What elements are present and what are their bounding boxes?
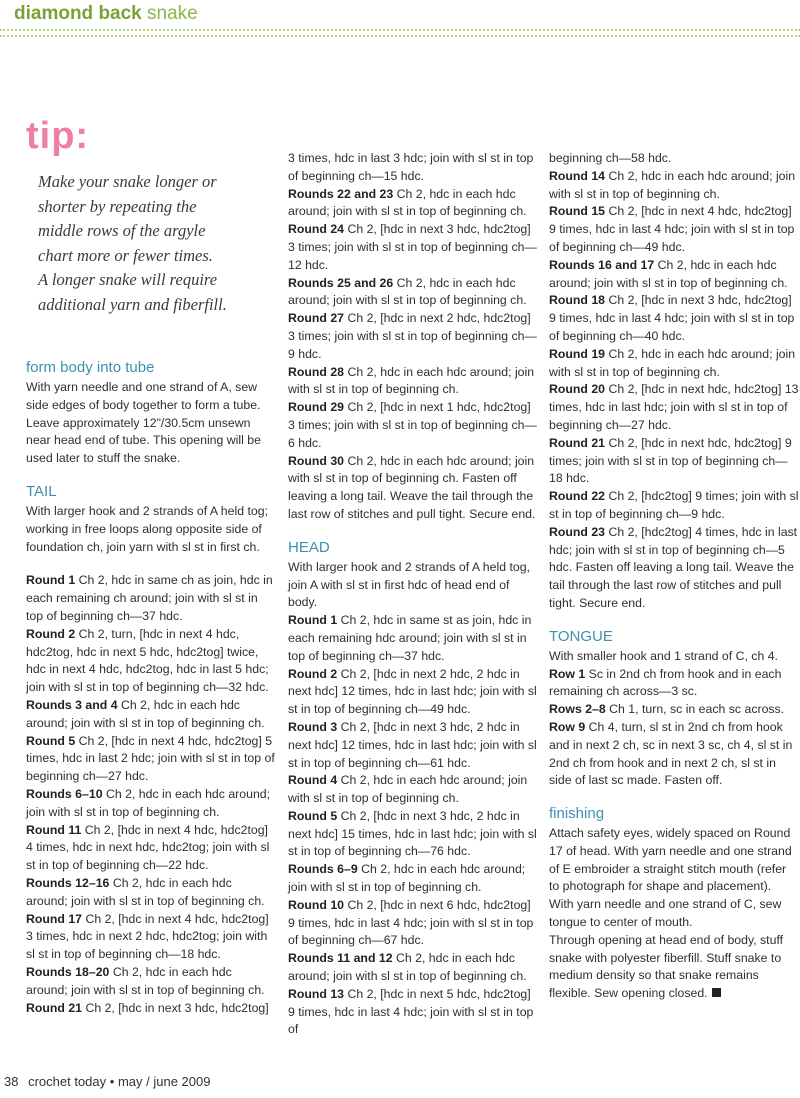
column-2 [288, 150, 538, 1039]
round-label: Round 21 [549, 435, 606, 450]
instruction-text: Ch 2, [hdc in next 3 hdc, hdc2tog] 3 times; join with sl st in top of beginning ch—12 hdc. [288, 222, 537, 272]
round-label: Round 2 [288, 666, 338, 681]
instruction-round [288, 897, 538, 950]
round-label: Row 1 [549, 666, 586, 681]
round-label: Round 28 [288, 364, 345, 379]
instruction-round [26, 964, 276, 1000]
tip-line: middle rows of the argyle [38, 221, 206, 240]
instruction-round [549, 257, 799, 293]
tip-line: shorter by repeating the [38, 196, 197, 216]
instruction-round [549, 435, 799, 488]
instruction-text: Ch 2, [hdc in next 6 hdc, hdc2tog] 9 times, hdc in last 4 hdc; join with sl st in top of beginning ch—67 hdc. [288, 897, 534, 948]
round-label: Round 13 [288, 986, 345, 1001]
instruction-round [549, 666, 799, 702]
instruction-text: Ch 2, hdc in each hdc around; join with sl st in top of beginning ch. [549, 346, 796, 379]
instruction-text: Ch 2, hdc in each hdc around; join with sl st in top of beginning ch. [549, 168, 796, 201]
instruction-round [288, 861, 538, 897]
instruction-round [288, 950, 538, 986]
round-label: Rounds 18–20 [26, 964, 110, 979]
magazine-name: crochet today [28, 1074, 107, 1089]
instruction-text: With larger hook and 2 strands of A held tog, join A with sl st in first hdc of head end of body. [288, 559, 530, 610]
instruction-text: Ch 2, [hdc in next hdc, hdc2tog] 9 times; join with sl st in top of beginning ch—18 hdc. [549, 435, 792, 486]
section-heading: HEAD [288, 538, 330, 556]
section-title-light: snake [147, 3, 198, 24]
instruction-text: With smaller hook and 1 strand of C, ch 4. [549, 648, 778, 663]
instruction-round [288, 719, 538, 772]
header-dotted-rule-secondary [0, 35, 800, 37]
instruction-text: Ch 2, hdc in each hdc around; join with sl st in top of beginning ch. [288, 275, 527, 308]
tip-line: additional yarn and fiberfill. [38, 294, 227, 314]
instruction-round [549, 168, 799, 204]
instruction-round [288, 310, 538, 363]
instruction-text: Ch 2, hdc in each hdc around; join with sl st in top of beginning ch. [288, 862, 526, 895]
instruction-round [549, 719, 799, 790]
instruction-paragraph [549, 825, 799, 932]
round-label: Rows 2–8 [549, 702, 606, 717]
column-3 [549, 150, 799, 1003]
instruction-paragraph [549, 932, 799, 1003]
instruction-round [288, 986, 538, 1039]
round-label: Rounds 16 and 17 [549, 257, 655, 272]
instruction-round [288, 772, 538, 808]
round-label: Round 3 [288, 719, 338, 734]
instruction-round [549, 203, 799, 256]
instruction-text: Ch 2, hdc in same st as join, hdc in each remaining hdc around; join with sl st in top of beginning ch—37 hdc. [288, 613, 532, 663]
section-heading: TAIL [26, 482, 57, 500]
instruction-round [26, 626, 276, 697]
tip-heading: tip: [26, 115, 90, 157]
instruction-text: Ch 2, [hdc in next 3 hdc, 2 hdc in next hdc] 15 times, hdc in last hdc; join with sl st in top of beginning ch—76 hdc. [288, 808, 537, 859]
instruction-round [288, 808, 538, 861]
instruction-round [26, 1000, 276, 1018]
page-footer [4, 1074, 210, 1089]
instruction-text: Ch 2, [hdc in next 4 hdc, hdc2tog] 9 times, hdc in last 4 hdc; join with sl st in top of beginning ch—49 hdc. [549, 204, 795, 254]
instruction-text: Ch 2, [hdc in next 4 hdc, hdc2tog] 3 times, hdc in next 2 hdc, hdc2tog; join with sl st in top of beginning ch—18 hdc. [26, 911, 269, 962]
page-header [0, 0, 800, 40]
instruction-paragraph [26, 379, 276, 468]
instruction-paragraph [549, 150, 799, 168]
instruction-text: Ch 2, [hdc2tog] 4 times, hdc in last hdc; join with sl st in top of beginning ch—5 hdc. Fasten off leaving a long tail. Weave the tail through the last row of stitches and pull tight. Secure end. [549, 524, 798, 610]
round-label: Round 1 [26, 573, 76, 588]
instruction-round [549, 524, 799, 613]
round-label: Round 23 [549, 524, 606, 539]
instruction-round [26, 911, 276, 964]
instruction-text: Through opening at head end of body, stuff snake with polyester fiberfill. Stuff snake to medium density so that snake remains flexible. Sew opening closed. [549, 932, 784, 1001]
instruction-round [549, 381, 799, 434]
instruction-text: Ch 2, [hdc in next 1 hdc, hdc2tog] 3 times; join with sl st in top of beginning ch—6 hdc. [288, 400, 537, 450]
instruction-round [26, 822, 276, 875]
section-heading: form body into tube [26, 359, 155, 376]
issue-date: may / june 2009 [117, 1074, 211, 1089]
instruction-text: Ch 2, [hdc in next 3 hdc, hdc2tog] 9 times, hdc in last 4 hdc; join with sl st in top of beginning ch—40 hdc. [549, 293, 795, 343]
instruction-text: Ch 1, turn, sc in each sc across. [609, 702, 785, 717]
instruction-round [549, 292, 799, 345]
end-square-icon [712, 988, 721, 997]
round-label: Rounds 25 and 26 [288, 275, 394, 290]
instruction-round [288, 275, 538, 311]
instruction-text: Ch 2, hdc in each hdc around; join with sl st in top of beginning ch. [26, 786, 271, 819]
instruction-paragraph [288, 559, 538, 612]
instruction-text: Ch 2, hdc in each hdc around; join with sl st in top of beginning ch. [549, 257, 788, 290]
instruction-round [26, 697, 276, 733]
round-label: Round 5 [26, 733, 76, 748]
instruction-text: Attach safety eyes, widely spaced on Round 17 of head. With yarn needle and one strand of E embroider a straight stitch mouth (refer to photograph for shape and placement). With yarn needle and one strand of C, sew tongue to center of mouth. [549, 826, 792, 930]
instruction-round [26, 875, 276, 911]
instruction-text: Ch 2, hdc in each hdc around; join with sl st in top of beginning ch. [26, 875, 265, 908]
instruction-round [26, 733, 276, 786]
round-label: Round 27 [288, 311, 345, 326]
round-label: Round 18 [549, 293, 606, 308]
instruction-text: Ch 2, hdc in each hdc around; join with sl st in top of beginning ch. [288, 951, 527, 984]
round-label: Round 1 [288, 613, 338, 628]
page-number: 38 [4, 1074, 19, 1089]
round-label: Round 11 [26, 822, 82, 837]
footer-separator: • [109, 1074, 115, 1089]
round-label: Round 15 [549, 204, 606, 219]
instruction-text: Ch 2, [hdc in next 3 hdc, 2 hdc in next hdc] 12 times, hdc in last hdc; join with sl st in top of beginning ch—61 hdc. [288, 719, 537, 770]
instruction-round [288, 612, 538, 665]
round-label: Row 9 [549, 719, 586, 734]
instruction-round [288, 364, 538, 400]
round-label: Round 30 [288, 453, 345, 468]
instruction-text: Ch 2, [hdc in next 4 hdc, hdc2tog] 4 times, hdc in next hdc, hdc2tog; join with sl st in top of beginning ch—22 hdc. [26, 822, 270, 873]
instruction-text: Ch 2, [hdc in next 4 hdc, hdc2tog] 5 times, hdc in last 2 hdc; join with sl st in top of beginning ch—27 hdc. [26, 733, 275, 784]
instruction-round [288, 666, 538, 719]
instruction-text: Ch 2, [hdc in next hdc, hdc2tog] 13 times, hdc in last hdc; join with sl st in top of beginning ch—27 hdc. [549, 382, 799, 432]
instruction-text: With larger hook and 2 strands of A held tog; working in free loops along opposite side of foundation ch, join yarn with sl st in first ch. [26, 503, 268, 554]
instruction-text: Ch 2, [hdc in next 5 hdc, hdc2tog] 9 times, hdc in last 4 hdc; join with sl st in top of [288, 986, 534, 1037]
tip-line: chart more or fewer times. [38, 245, 213, 265]
round-label: Rounds 6–10 [26, 786, 103, 801]
tip-line: A longer snake will require [38, 270, 218, 289]
round-label: Round 4 [288, 773, 338, 788]
instruction-text: beginning ch—58 hdc. [549, 151, 672, 165]
instruction-round [549, 701, 799, 719]
round-label: Round 17 [26, 911, 83, 926]
round-label: Round 21 [26, 1000, 83, 1015]
tip-line: Make your snake longer or [38, 172, 217, 191]
round-label: Rounds 3 and 4 [26, 697, 118, 712]
instruction-round [26, 572, 276, 625]
instruction-round [549, 346, 799, 382]
instruction-round [288, 399, 538, 452]
instruction-text: Ch 2, hdc in same ch as join, hdc in each remaining ch around; join with sl st in top of beginning ch—37 hdc. [26, 573, 273, 623]
round-label: Rounds 6–9 [288, 862, 358, 877]
instruction-text: Ch 2, hdc in each hdc around; join with sl st in top of beginning ch. [26, 964, 265, 997]
instruction-text: Ch 2, hdc in each hdc around; join with sl st in top of beginning ch. [288, 773, 528, 806]
instruction-paragraph [288, 150, 538, 186]
instruction-text: Ch 2, [hdc in next 2 hdc, 2 hdc in next hdc] 12 times, hdc in last hdc; join with sl st in top of beginning ch—49 hdc. [288, 666, 537, 717]
round-label: Round 29 [288, 400, 345, 415]
instruction-text: Ch 4, turn, sl st in 2nd ch from hook and in next 2 ch, sc in next 3 sc, ch 4, sl st in 2nd ch from hook and in next 2 ch, sl st in side of last sc made. Fasten off. [549, 719, 793, 788]
instruction-round [549, 488, 799, 524]
instruction-text: Ch 2, hdc in each hdc around; join with sl st in top of beginning ch. Fasten off leaving a long tail. Weave the tail through the last row of stitches and pull tight. Secure end. [288, 453, 536, 521]
instruction-round [26, 786, 276, 822]
instruction-round [288, 221, 538, 274]
instruction-text: Ch 2, hdc in each hdc around; join with sl st in top of beginning ch. [288, 364, 535, 397]
instruction-paragraph [549, 648, 799, 666]
instruction-text: Sc in 2nd ch from hook and in each remaining ch across—3 sc. [549, 666, 782, 699]
round-label: Round 10 [288, 897, 345, 912]
round-label: Round 24 [288, 222, 345, 237]
tip-text [38, 170, 248, 317]
instruction-text: Ch 2, hdc in each hdc around; join with sl st in top of beginning ch. [288, 186, 527, 219]
section-heading: finishing [549, 805, 605, 823]
instruction-text: 3 times, hdc in last 3 hdc; join with sl st in top of beginning ch—15 hdc. [288, 151, 534, 183]
round-label: Round 20 [549, 382, 606, 397]
header-dotted-rule [0, 29, 800, 31]
round-label: Rounds 22 and 23 [288, 186, 394, 201]
round-label: Rounds 12–16 [26, 875, 110, 890]
round-label: Round 19 [549, 346, 606, 361]
instruction-round [288, 453, 538, 524]
instruction-paragraph [26, 503, 276, 556]
instruction-text: Ch 2, [hdc in next 3 hdc, hdc2tog] [85, 1000, 269, 1015]
instruction-text: Ch 2, [hdc2tog] 9 times; join with sl st in top of beginning ch—9 hdc. [549, 489, 799, 521]
round-label: Rounds 11 and 12 [288, 951, 393, 966]
round-label: Round 14 [549, 168, 606, 183]
round-label: Round 2 [26, 626, 76, 641]
column-1 [26, 358, 276, 1017]
instruction-round [288, 186, 538, 222]
section-title [14, 2, 198, 26]
instruction-text: Ch 2, hdc in each hdc around; join with sl st in top of beginning ch. [26, 697, 265, 730]
section-heading: TONGUE [549, 627, 613, 645]
round-label: Round 5 [288, 808, 338, 823]
instruction-text: Ch 2, turn, [hdc in next 4 hdc, hdc2tog, hdc in next 5 hdc, hdc2tog] twice, hdc in next 4 hdc, hdc2tog, hdc in last 5 hdc; join with sl st in top of beginning ch—32 hdc. [26, 626, 269, 695]
instruction-text: Ch 2, [hdc in next 2 hdc, hdc2tog] 3 times; join with sl st in top of beginning ch—9 hdc. [288, 311, 537, 361]
section-title-bold: diamond back [14, 3, 142, 24]
instruction-text: With yarn needle and one strand of A, sew side edges of body together to form a tube. Leave approximately 12"/30.5cm unsewn near head end of tube. This opening will be used later to stuff the snake. [26, 380, 261, 466]
round-label: Round 22 [549, 489, 606, 504]
